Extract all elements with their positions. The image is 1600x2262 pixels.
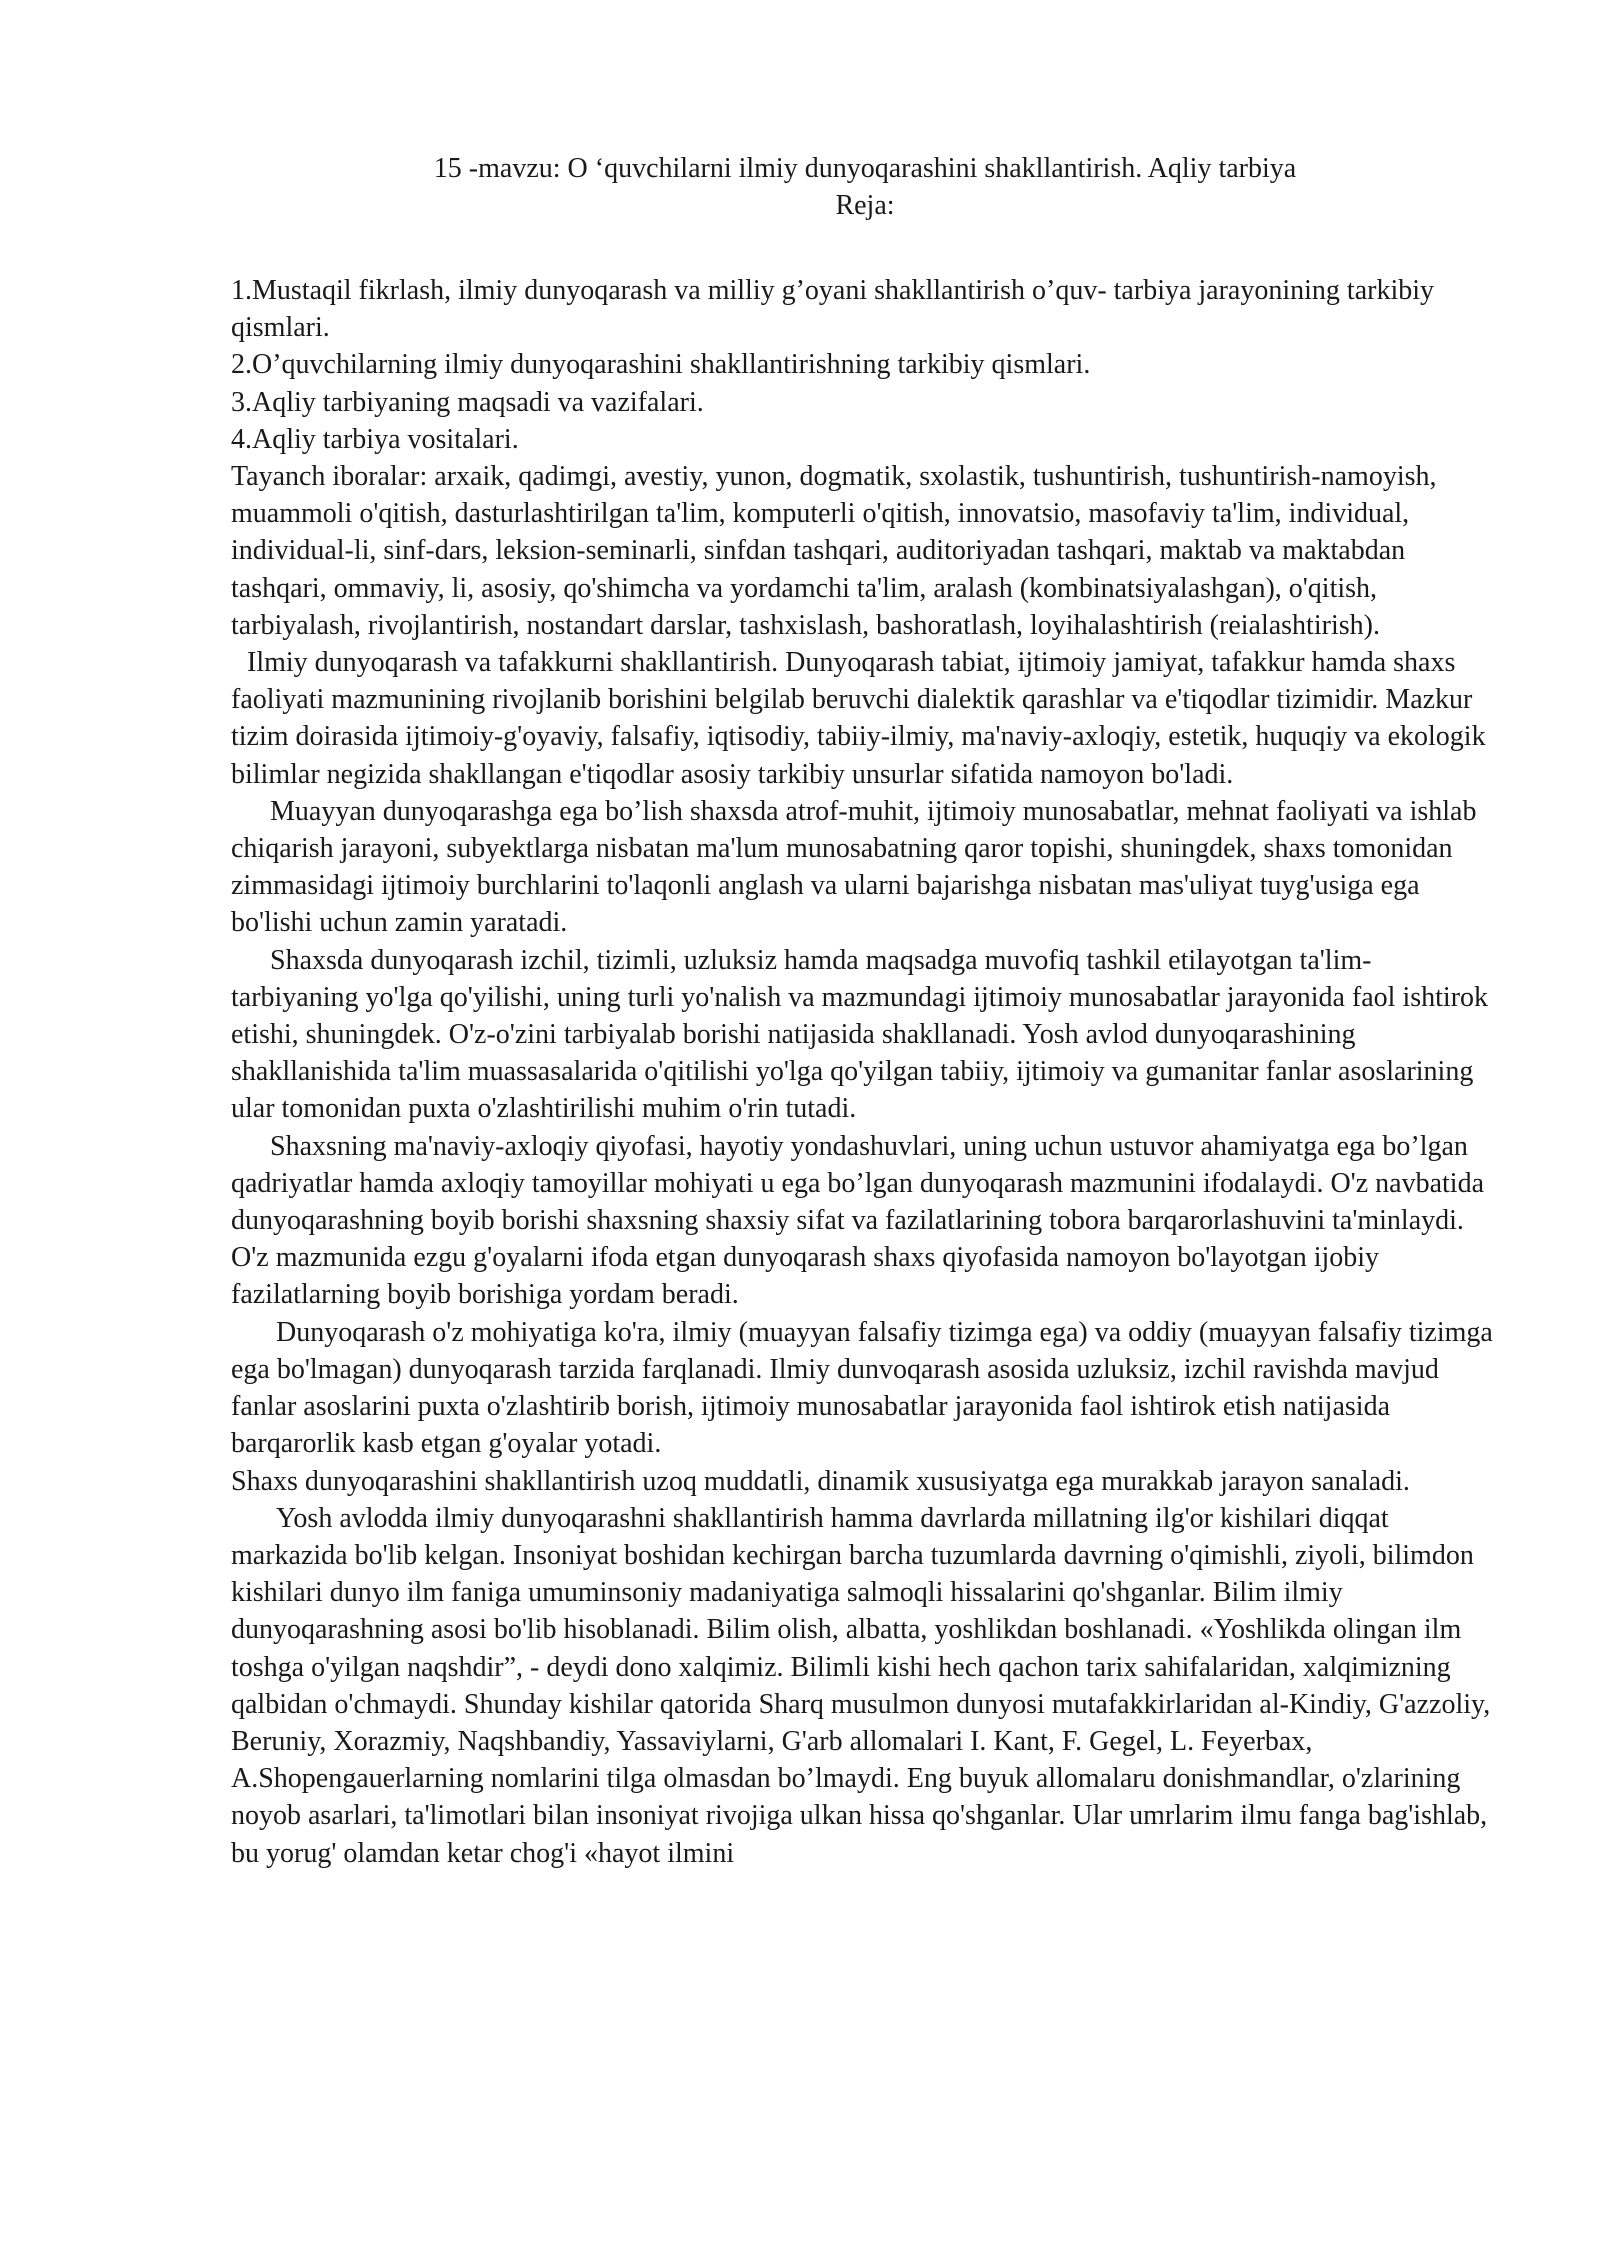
document-body (231, 272, 1496, 1872)
body-paragraph-1: Ilmiy dunyoqarash va tafakkurni shakllantirish. Dunyoqarash tabiat, ijtimoiy jamiyat, tafakkur hamda shaxs faoliyati mazmunining rivojlanib borishini belgilab beruvchi dialektik qarashlar va e'tiqodlar tizimidir. Mazkur tizim doirasida ijtimoiy-g'oyaviy, falsafiy, iqtisodiy, tabiiy-ilmiy, ma'naviy-axloqiy, estetik, huquqiy va ekologik bilimlar negizida shakllangan e'tiqodlar asosiy tarkibiy unsurlar sifatida namoyon bo'ladi. (231, 647, 1486, 790)
body-paragraph-3: Shaxsda dunyoqarash izchil, tizimli, uzluksiz hamda maqsadga muvofiq tashkil etilayotgan ta'lim-tarbiyaning yo'lga qo'yilishi, uning turli yo'nalish va mazmundagi ijtimoiy munosabatlar jarayonida faol ishtirok etishi, shuningdek. O'z-o'zini tarbiyalab borishi natijasida shakllanadi. Yosh avlod dunyoqarashining shakllanishida ta'lim muassasalarida o'qitilishi yo'lga qo'yilgan tabiiy, ijtimoiy va gumanitar fanlar asoslarining ular tomonidan puxta o'zlashtirilishi muhim o'rin tutadi. (231, 944, 1489, 1125)
body-paragraph-2: Muayyan dunyoqarashga ega bo’lish shaxsda atrof-muhit, ijtimoiy munosabatlar, mehnat faoliyati va ishlab chiqarish jarayoni, subyektlarga nisbatan ma'lum munosabatning qaror topishi, shuningdek, shaxs tomonidan zimmasidagi ijtimoiy burchlarini to'laqonli anglash va ularni bajarishga nisbatan mas'uliyat tuyg'usiga ega bo'lishi uchun zamin yaratadi. (231, 795, 1477, 939)
title-line-topic: 15 -mavzu: O ‘quvchilarni ilmiy dunyoqarashini shakllantirish. Aqliy tarbiya (433, 153, 1297, 184)
document-title (230, 150, 1500, 224)
body-paragraph-7: Yosh avlodda ilmiy dunyoqarashni shakllantirish hamma davrlarda millatning ilg'or kishilari diqqat markazida bo'lib kelgan. Insoniyat boshidan kechirgan barcha tuzumlarda davrning o'qimishli, ziyoli, bilimdon kishilari dunyo ilm faniga umuminsoniy madaniyatiga salmoqli hissalarini qo'shganlar. Bilim ilmiy dunyoqarashning asosi bo'lib hisoblanadi. Bilim olish, albatta, yoshlikdan boshlanadi. «Yoshlikda olingan ilm toshga o'yilgan naqshdir”, - deydi dono xalqimiz. Bilimli kishi hech qachon tarix sahifalaridan, xalqimizning qalbidan o'chmaydi. Shunday kishilar qatorida Sharq musulmon dunyosi mutafakkirlaridan al-Kindiy, G'azzoliy, Beruniy, Xorazmiy, Naqshbandiy, Yassaviylarni, G'arb allomalari I. Kant, F. Gegel, L. Feyerbax, A.Shopengauerlarning nomlarini tilga olmasdan bo’lmaydi. Eng buyuk allomalaru donishmandlar, o'zlarining noyob asarlari, ta'limotlari bilan insoniyat rivojiga ulkan hissa qo'shganlar. Ular umrlarim ilmu fanga bag'ishlab, bu yorug' olamdan ketar chog'i «hayot ilmini (231, 1502, 1491, 1869)
title-line-plan-heading: Reja: (835, 190, 895, 221)
body-paragraph-5: Dunyoqarash o'z mohiyatiga ko'ra, ilmiy (muayyan falsafiy tizimga ega) va oddiy (muayyan falsafiy tizimga ega bo'lmagan) dunyoqarash tarzida farqlanadi. Ilmiy dunvoqarash asosida uzluksiz, izchil ravishda mavjud fanlar asoslarini puxta o'zlashtirib borish, ijtimoiy munosabatlar jarayonida faol ishtirok etish natijasida barqarorlik kasb etgan g'oyalar yotadi. (231, 1316, 1493, 1460)
plan-item-1: 1.Mustaqil fikrlash, ilmiy dunyoqarash va milliy g’oyani shakllantirish o’quv- tarbiya jarayonining tarkibiy qismlari. (231, 275, 1435, 344)
body-paragraph-6: Shaxs dunyoqarashini shakllantirish uzoq muddatli, dinamik xususiyatga ega murakkab jarayon sanaladi. (231, 1465, 1410, 1497)
keywords-paragraph: Tayanch iboralar: arxaik, qadimgi, avestiy, yunon, dogmatik, sxolastik, tushuntirish, tushuntirish-namoyish, muammoli o'qitish, dasturlashtirilgan ta'lim, komputerli o'qitish, innovatsio, masofaviy ta'lim, individual, individual-li, sinf-dars, leksion-seminarli, sinfdan tashqari, auditoriyadan tashqari, maktab va maktabdan tashqari, ommaviy, li, asosiy, qo'shimcha va yordamchi ta'lim, aralash (kombinatsiyalashgan), o'qitish, tarbiyalash, rivojlantirish, nostandart darslar, tashxislash, bashoratlash, loyihalashtirish (reialashtirish). (231, 461, 1437, 641)
plan-item-3: 3.Aqliy tarbiyaning maqsadi va vazifalari. (231, 386, 704, 418)
plan-item-4: 4.Aqliy tarbiya vositalari. (231, 423, 519, 455)
plan-item-2: 2.O’quvchilarning ilmiy dunyoqarashini shakllantirishning tarkibiy qismlari. (231, 349, 1091, 381)
body-paragraph-4: Shaxsning ma'naviy-axloqiy qiyofasi, hayotiy yondashuvlari, uning uchun ustuvor ahamiyatga ega bo’lgan qadriyatlar hamda axloqiy tamoyillar mohiyati u ega bo’lgan dunyoqarash mazmunini ifodalaydi. O'z navbatida dunyoqarashning boyib borishi shaxsning shaxsiy sifat va fazilatlarining tobora barqarorlashuvini ta'minlaydi. O'z mazmunida ezgu g'oyalarni ifoda etgan dunyoqarash shaxs qiyofasida namoyon bo'layotgan ijobiy fazilatlarning boyib borishiga yordam beradi. (231, 1130, 1484, 1311)
